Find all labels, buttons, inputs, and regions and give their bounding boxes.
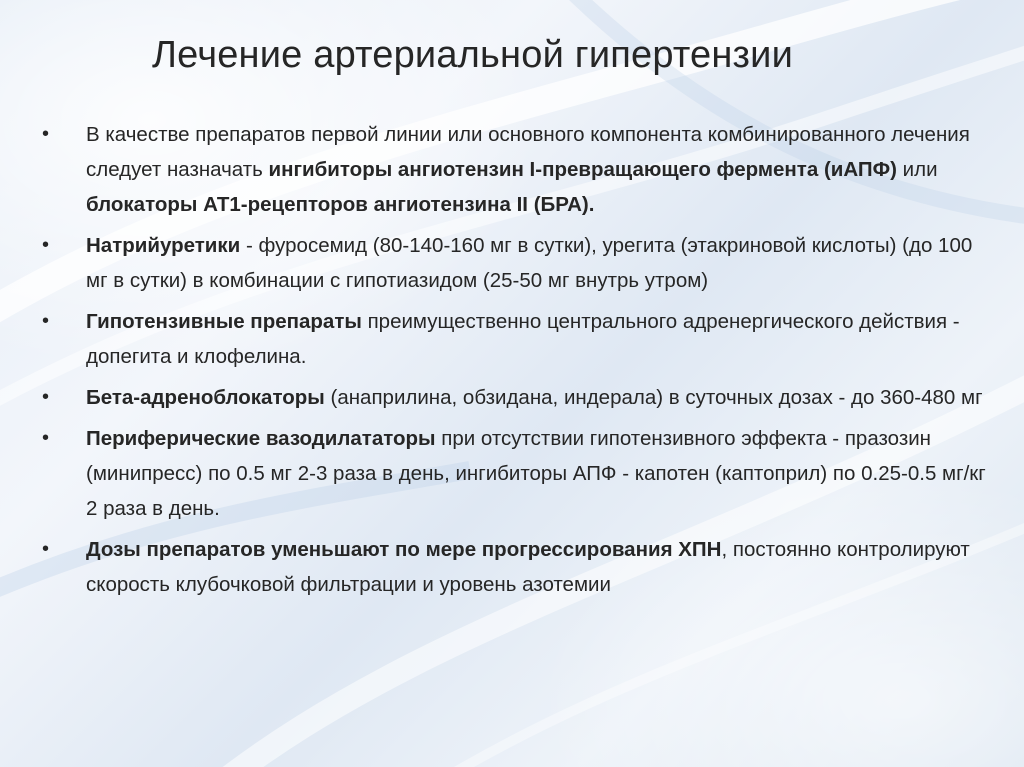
bullet-text: или	[896, 158, 938, 181]
bullet-bold-text: Периферические вазодилататоры	[86, 427, 436, 450]
bullet-marker: •	[42, 123, 50, 145]
bullet-bold-text: ингибиторы ангиотензин I-превращающего фермента (иАПФ)	[268, 158, 897, 181]
bullet-item	[38, 421, 988, 526]
bullet-item	[38, 304, 988, 374]
bullet-bold-text: Дозы препаратов уменьшают по мере прогрессирования ХПН	[86, 538, 722, 561]
bullet-item	[38, 228, 988, 298]
bullet-item	[38, 532, 988, 602]
bullet-item	[38, 117, 988, 222]
bullet-bold-text: Натрийуретики	[86, 234, 241, 257]
bullet-list	[38, 117, 988, 608]
bullet-marker: •	[42, 538, 50, 560]
bullet-marker: •	[42, 427, 50, 449]
bullet-marker: •	[42, 310, 50, 332]
bullet-bold-text: блокаторы АТ1-рецепторов ангиотензина II (БРА).	[86, 193, 595, 216]
bullet-item	[38, 380, 988, 415]
bullet-text: преимущественно центрального адренергического действия - допегита и клофелина.	[86, 310, 960, 368]
bullet-text: (анаприлина, обзидана, индерала) в суточных дозах - до 360-480 мг	[324, 386, 983, 409]
slide-title: Лечение артериальной гипертензии	[152, 34, 794, 76]
bullet-marker: •	[42, 386, 50, 408]
bullet-marker: •	[42, 234, 50, 256]
bullet-text: при отсутствии гипотензивного эффекта - празозин (минипресс) по 0.5 мг 2-3 раза в день, ингибиторы АПФ - капотен (каптоприл) по 0.25-0.5 мг/кг 2 раза в день.	[86, 427, 986, 520]
bullet-bold-text: Гипотензивные препараты	[86, 310, 362, 333]
bullet-text: - фуросемид (80-140-160 мг в сутки), урегита (этакриновой кислоты) (до 100 мг в сутки) в комбинации с гипотиазидом (25-50 мг внутрь утром)	[86, 234, 973, 292]
bullet-text: , постоянно контролируют скорость клубочковой фильтрации и уровень азотемии	[86, 538, 970, 596]
bullet-bold-text: Бета-адреноблокаторы	[86, 386, 325, 409]
bullet-text: В качестве препаратов первой линии или основного компонента комбинированного лечения следует назначать	[86, 123, 970, 181]
